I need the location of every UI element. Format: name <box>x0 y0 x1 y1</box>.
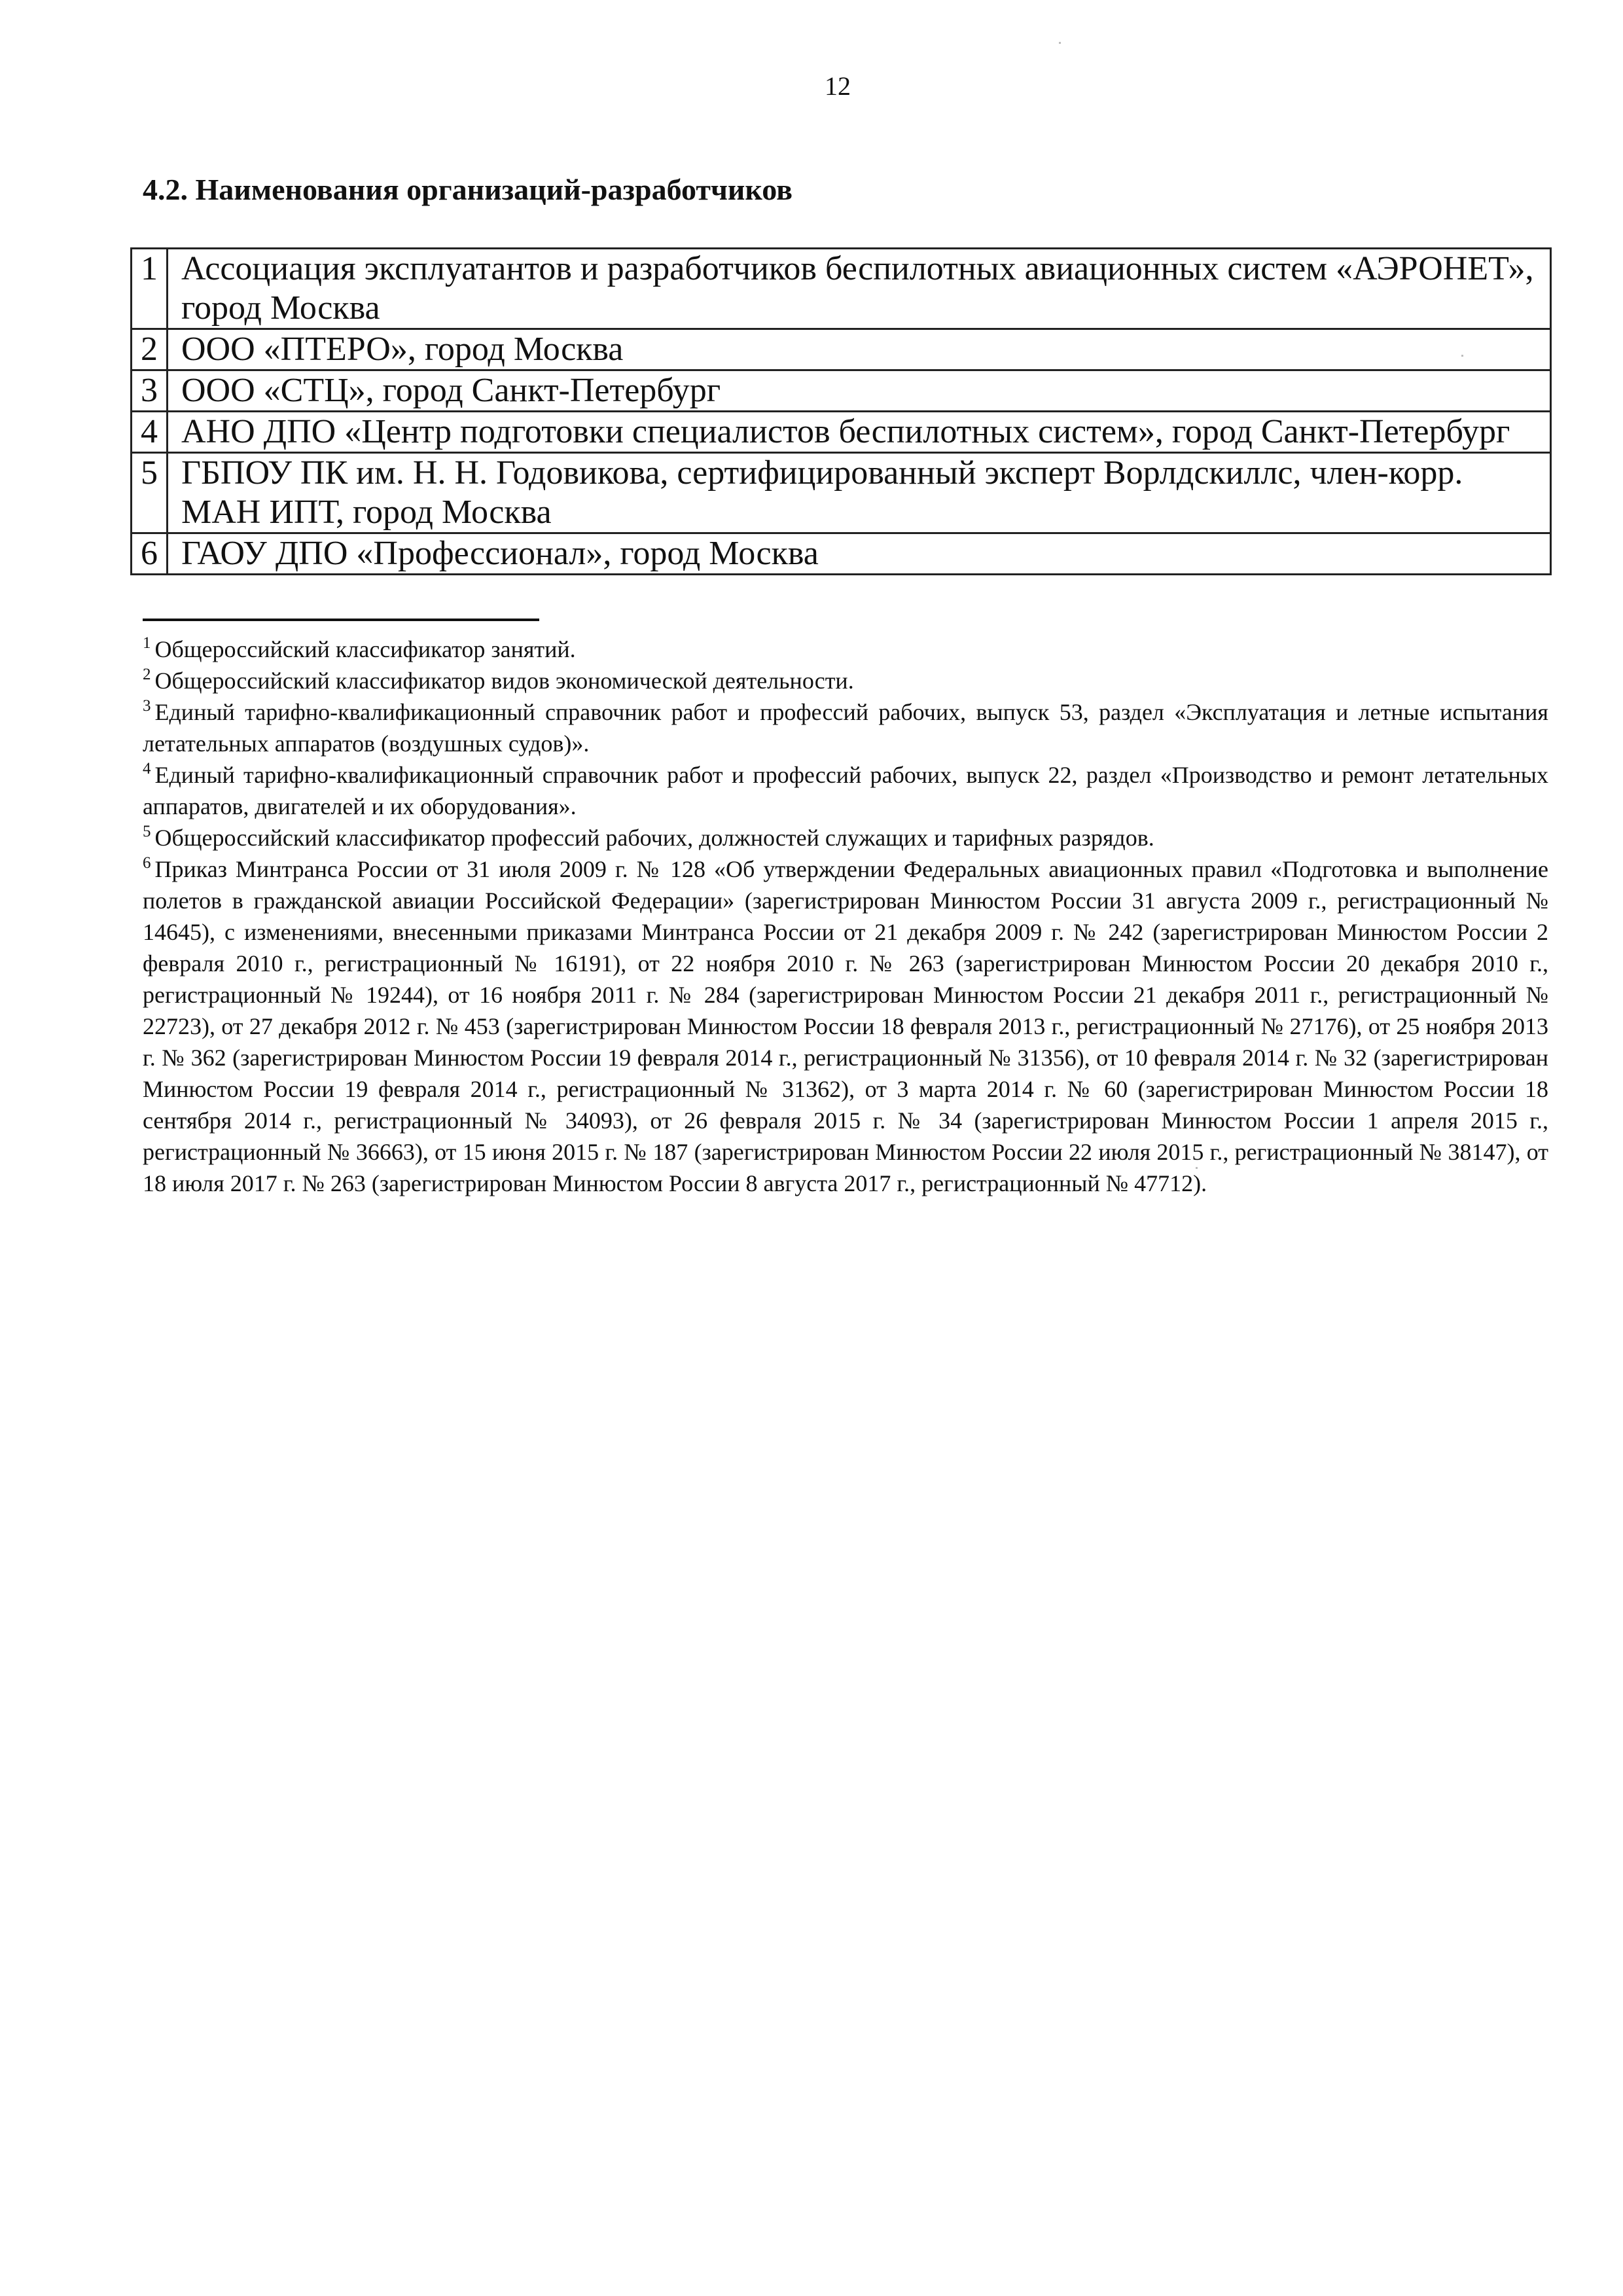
footnote-text: Общероссийский классификатор видов экономической деятельности. <box>154 668 854 694</box>
footnote-marker: 5 <box>143 823 151 840</box>
table-row <box>132 249 1551 329</box>
organization-name: АНО ДПО «Центр подготовки специалистов беспилотных систем», город Санкт-Петербург <box>168 412 1551 453</box>
organization-name: ООО «ПТЕРО», город Москва <box>168 329 1551 370</box>
footnote-text: Единый тарифно-квалификационный справочник работ и профессий рабочих, выпуск 22, раздел «Производство и ремонт летательных аппаратов, двигателей и их оборудования». <box>143 762 1548 819</box>
footnote <box>143 665 1548 696</box>
table-row <box>132 329 1551 370</box>
footnote <box>143 696 1548 759</box>
footnote-text: Приказ Минтранса России от 31 июля 2009 г. № 128 «Об утверждении Федеральных авиационных правил «Подготовка и выполнение полетов в гражданской авиации Российской Федерации» (зарегистрирован Минюстом России 31 августа 2009 г., регистрационный № 14645), с изменениями, внесенными приказами Минтранса России от 21 декабря 2009 г. № 242 (зарегистрирован Минюстом России 2 февраля 2010 г., регистрационный № 16191), от 22 ноября 2010 г. № 263 (зарегистрирован Минюстом России 20 декабря 2010 г., регистрационный № 19244), от 16 ноября 2011 г. № 284 (зарегистрирован Минюстом России 21 декабря 2011 г., регистрационный № 22723), от 27 декабря 2012 г. № 453 (зарегистрирован Минюстом России 18 февраля 2013 г., регистрационный № 27176), от 25 ноября 2013 г. № 362 (зарегистрирован Минюстом России 19 февраля 2014 г., регистрационный № 31356), от 10 февраля 2014 г. № 32 (зарегистрирован Минюстом России 19 февраля 2014 г., регистрационный № 31362), от 3 марта 2014 г. № 60 (зарегистрирован Минюстом России 18 сентября 2014 г., регистрационный № 34093), от 26 февраля 2015 г. № 34 (зарегистрирован Минюстом России 1 апреля 2015 г., регистрационный № 36663), от 15 июня 2015 г. № 187 (зарегистрирован Минюстом России 22 июля 2015 г., регистрационный № 38147), от 18 июля 2017 г. № 263 (зарегистрирован Минюстом России 8 августа 2017 г., регистрационный № 47712). <box>143 856 1548 1196</box>
footnotes <box>143 634 1548 1199</box>
row-number: 4 <box>132 412 168 453</box>
organization-name: ООО «СТЦ», город Санкт-Петербург <box>168 370 1551 412</box>
developers-table <box>130 247 1552 575</box>
scan-speck <box>1461 355 1463 357</box>
page-number: 12 <box>825 71 851 101</box>
section-title: 4.2. Наименования организаций-разработчиков <box>143 173 793 206</box>
organization-name: ГАОУ ДПО «Профессионал», город Москва <box>168 533 1551 575</box>
row-number: 5 <box>132 453 168 533</box>
footnote <box>143 822 1548 853</box>
footnote-marker: 4 <box>143 760 151 778</box>
footnote-text: Общероссийский классификатор занятий. <box>154 636 576 662</box>
footnote <box>143 759 1548 822</box>
footnote-text: Общероссийский классификатор профессий рабочих, должностей служащих и тарифных разрядов. <box>154 825 1154 851</box>
footnote-marker: 1 <box>143 634 151 652</box>
footnote-marker: 2 <box>143 666 151 683</box>
row-number: 6 <box>132 533 168 575</box>
table-row <box>132 412 1551 453</box>
footnote <box>143 853 1548 1199</box>
footnote-separator <box>143 619 539 621</box>
table-row <box>132 370 1551 412</box>
row-number: 2 <box>132 329 168 370</box>
footnote-marker: 6 <box>143 854 151 872</box>
organization-name: ГБПОУ ПК им. Н. Н. Годовикова, сертифицированный эксперт Ворлдскиллс, член-корр. МАН ИПТ, город Москва <box>168 453 1551 533</box>
table-row <box>132 533 1551 575</box>
table-row <box>132 453 1551 533</box>
row-number: 1 <box>132 249 168 329</box>
footnote-marker: 3 <box>143 697 151 715</box>
scan-speck <box>1059 42 1061 44</box>
row-number: 3 <box>132 370 168 412</box>
organization-name: Ассоциация эксплуатантов и разработчиков беспилотных авиационных систем «АЭРОНЕТ», город Москва <box>168 249 1551 329</box>
footnote-text: Единый тарифно-квалификационный справочник работ и профессий рабочих, выпуск 53, раздел «Эксплуатация и летные испытания летательных аппаратов (воздушных судов)». <box>143 699 1548 757</box>
footnote <box>143 634 1548 665</box>
scan-speck <box>1196 1167 1198 1169</box>
